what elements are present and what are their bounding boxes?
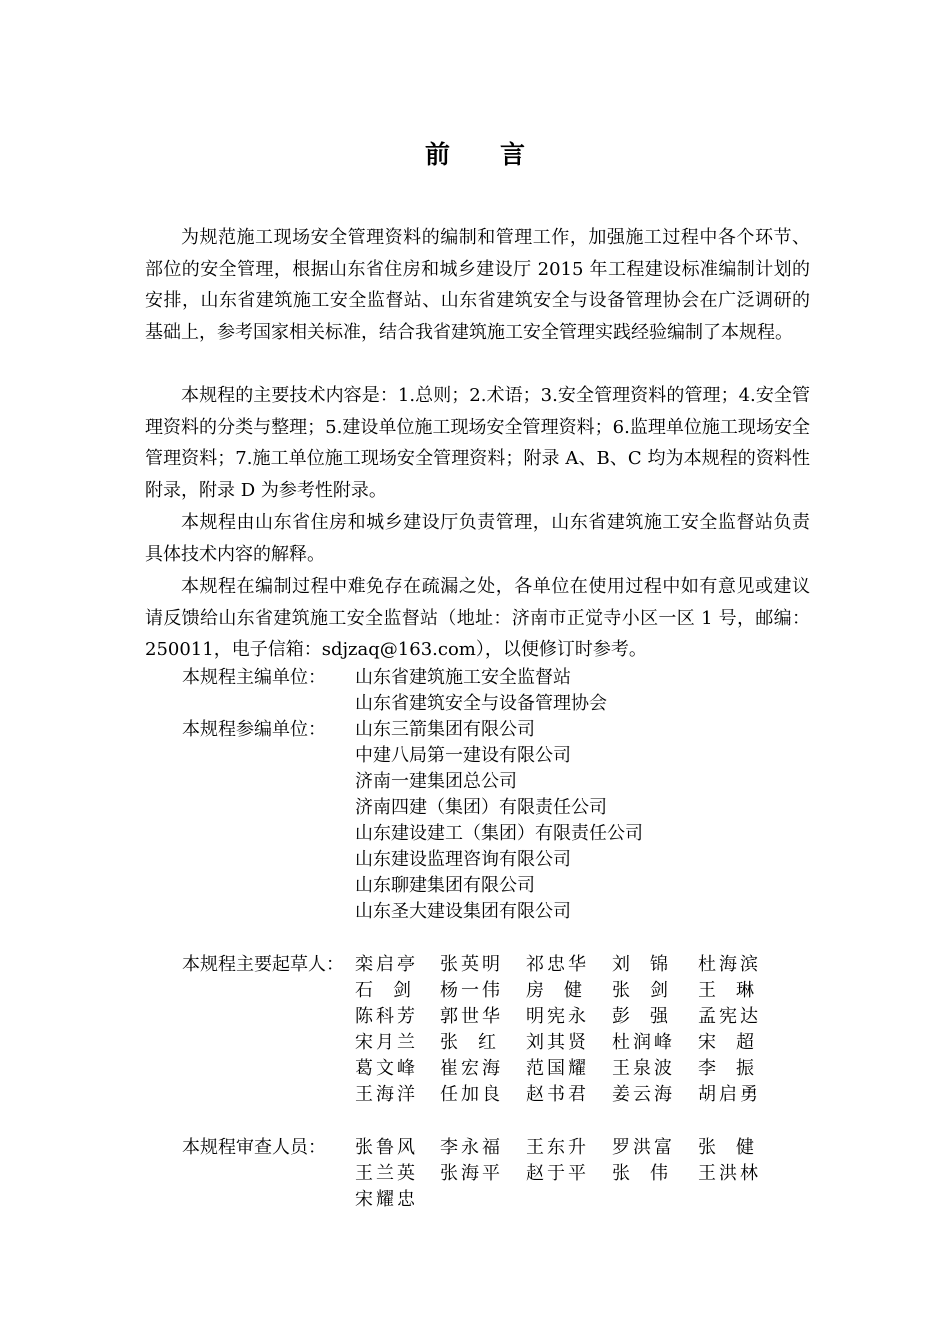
participating-units-row-2 [0, 743, 950, 769]
drafter-name: 王海洋 [355, 1084, 415, 1105]
paragraph-purpose: 为规范施工现场安全管理资料的编制和管理工作，加强施工过程中各个环节、部位的安全管理，根据山东省住房和城乡建设厅 2015 年工程建设标准编制计划的安排，山东省建筑施工安全监督站、山东省建筑安全与设备管理协会在广泛调研的基础上，参考国家相关标准，结合我省建筑施工安全管理实践经验编制了本规程。 [145, 227, 810, 343]
participating-units-label: 本规程参编单位： [182, 719, 326, 740]
drafter-name: 宋月兰 [355, 1032, 415, 1053]
participating-unit: 山东圣大建设集团有限公司 [355, 901, 571, 922]
drafter-name: 杨一伟 [440, 980, 500, 1001]
chief-units-row-2 [0, 691, 950, 717]
reviewers-row-1 [0, 1135, 950, 1161]
participating-units-row-5 [0, 821, 950, 847]
reviewer-name: 王兰英 [355, 1163, 415, 1184]
title-char-2: 言 [500, 140, 526, 169]
participating-units-row-3 [0, 769, 950, 795]
chief-units-label: 本规程主编单位： [182, 667, 326, 688]
drafter-name: 彭 强 [612, 1006, 668, 1027]
drafters-row-6 [0, 1082, 950, 1108]
participating-unit: 中建八局第一建设有限公司 [355, 745, 571, 766]
drafter-name: 祁忠华 [526, 954, 586, 975]
drafter-name: 赵书君 [526, 1084, 586, 1105]
participating-unit: 济南一建集团总公司 [355, 771, 517, 792]
paragraph-management: 本规程由山东省住房和城乡建设厅负责管理，山东省建筑施工安全监督站负责具体技术内容的解释。 [145, 512, 810, 565]
drafter-name: 崔宏海 [440, 1058, 500, 1079]
drafter-name: 陈科芳 [355, 1006, 415, 1027]
reviewer-name: 赵于平 [526, 1163, 586, 1184]
participating-units-row-1 [0, 717, 950, 743]
drafter-name: 栾启亭 [355, 954, 415, 975]
drafter-name: 任加良 [440, 1084, 500, 1105]
drafter-name: 房 健 [526, 980, 582, 1001]
reviewer-name: 李永福 [440, 1137, 500, 1158]
reviewer-name: 张 伟 [612, 1163, 668, 1184]
drafter-name: 石 剑 [355, 980, 411, 1001]
drafter-name: 宋 超 [698, 1032, 754, 1053]
drafter-name: 胡启勇 [698, 1084, 758, 1105]
drafter-name: 刘 锦 [612, 954, 668, 975]
drafter-name: 姜云海 [612, 1084, 672, 1105]
drafter-name: 杜润峰 [612, 1032, 672, 1053]
drafter-name: 明宪永 [526, 1006, 586, 1027]
reviewer-name: 张海平 [440, 1163, 500, 1184]
drafter-name: 王泉波 [612, 1058, 672, 1079]
participating-units-row-6 [0, 847, 950, 873]
drafter-name: 李 振 [698, 1058, 754, 1079]
paragraph-contents: 本规程的主要技术内容是：1.总则；2.术语；3.安全管理资料的管理；4.安全管理资料的分类与整理；5.建设单位施工现场安全管理资料；6.监理单位施工现场安全管理资料；7.施工单位施工现场安全管理资料；附录 A、B、C 均为本规程的资料性附录，附录 D 为参考性附录。 [145, 385, 810, 501]
reviewer-name: 罗洪富 [612, 1137, 672, 1158]
paragraph-feedback: 本规程在编制过程中难免存在疏漏之处，各单位在使用过程中如有意见或建议请反馈给山东省建筑施工安全监督站（地址：济南市正觉寺小区一区 1 号，邮编：250011，电子信箱：sdjzaq@163.com），以便修订时参考。 [145, 576, 810, 660]
participating-units-row-7 [0, 873, 950, 899]
participating-unit: 济南四建（集团）有限责任公司 [355, 797, 607, 818]
drafters-row-1 [0, 952, 950, 978]
drafter-name: 葛文峰 [355, 1058, 415, 1079]
drafter-name: 刘其贤 [526, 1032, 586, 1053]
participating-unit: 山东建设建工（集团）有限责任公司 [355, 823, 643, 844]
drafters-row-3 [0, 1004, 950, 1030]
drafters-row-4 [0, 1030, 950, 1056]
participating-unit: 山东三箭集团有限公司 [355, 719, 535, 740]
reviewers-row-3 [0, 1187, 950, 1213]
drafter-name: 孟宪达 [698, 1006, 758, 1027]
drafters-label: 本规程主要起草人： [182, 954, 344, 975]
drafters-row-5 [0, 1056, 950, 1082]
reviewer-name: 张鲁风 [355, 1137, 415, 1158]
page-title [0, 133, 950, 177]
title-char-1: 前 [424, 140, 450, 169]
participating-units-row-4 [0, 795, 950, 821]
reviewer-name: 张 健 [698, 1137, 754, 1158]
chief-unit: 山东省建筑安全与设备管理协会 [355, 693, 607, 714]
participating-unit: 山东建设监理咨询有限公司 [355, 849, 571, 870]
participating-unit: 山东聊建集团有限公司 [355, 875, 535, 896]
reviewer-name: 宋耀忠 [355, 1189, 415, 1210]
chief-unit: 山东省建筑施工安全监督站 [355, 667, 571, 688]
reviewer-name: 王洪林 [698, 1163, 758, 1184]
drafters-row-2 [0, 978, 950, 1004]
drafter-name: 张 剑 [612, 980, 668, 1001]
drafter-name: 张英明 [440, 954, 500, 975]
chief-units-row-1 [0, 665, 950, 691]
reviewers-row-2 [0, 1161, 950, 1187]
drafter-name: 张 红 [440, 1032, 496, 1053]
drafter-name: 杜海滨 [698, 954, 758, 975]
participating-units-row-8 [0, 899, 950, 925]
reviewer-name: 王东升 [526, 1137, 586, 1158]
drafter-name: 范国耀 [526, 1058, 586, 1079]
drafter-name: 郭世华 [440, 1006, 500, 1027]
reviewers-label: 本规程审查人员： [182, 1137, 326, 1158]
drafter-name: 王 琳 [698, 980, 754, 1001]
